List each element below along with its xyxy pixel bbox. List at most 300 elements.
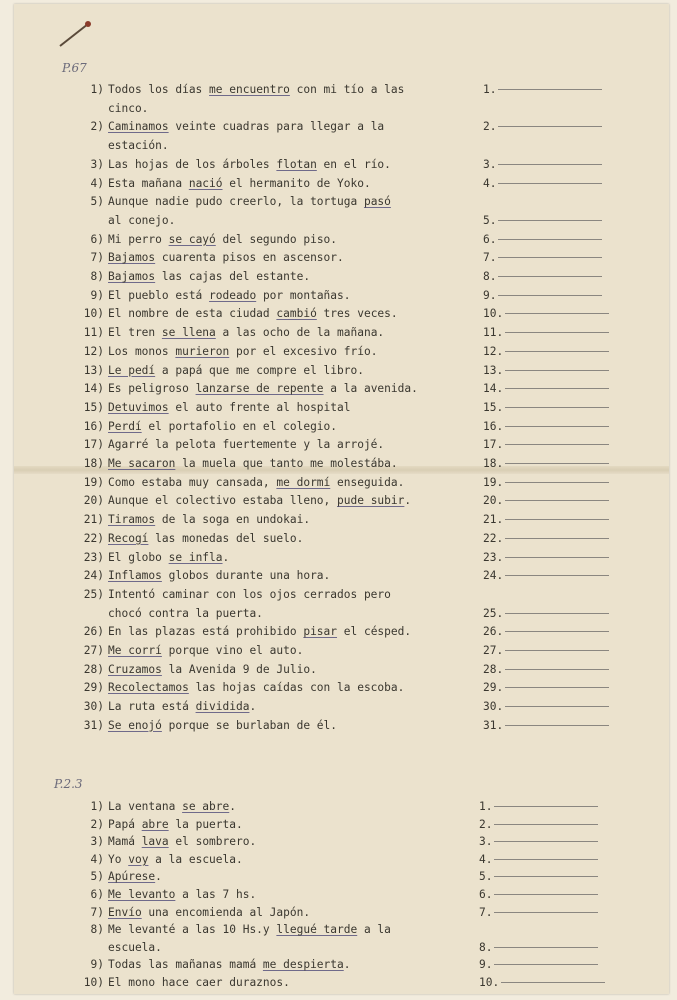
answer-blank[interactable] [483,642,609,660]
sentence-fragment: el césped. [337,625,412,639]
item-number: 9) [90,288,104,302]
sentence-text [108,549,229,567]
sentence-fragment: del segundo piso. [215,232,338,246]
answer-line[interactable] [498,164,602,165]
sentence-text [108,399,350,417]
sentence-fragment: a las 7 hs. [175,888,257,901]
underlined-verb: se cayó [168,232,216,246]
item-number: 3) [90,835,104,849]
sentence-text [108,567,330,585]
item-number: 26) [83,625,104,639]
answer-number: 21. [483,513,504,527]
item-number: 3) [90,157,104,171]
sentence-text [108,798,236,816]
answer-blank[interactable] [483,605,609,623]
section-label: P.2.3 [54,777,83,791]
answer-line[interactable] [501,982,605,983]
sentence-fragment: . [249,700,257,714]
sentence-text [108,833,256,851]
sentence-fragment: el auto frente al hospital [168,400,351,414]
answer-line[interactable] [505,463,609,464]
section-label: P.67 [62,61,87,75]
answer-blank[interactable] [483,492,609,510]
answer-blank[interactable] [479,816,598,834]
sentence-fragment: El globo [108,550,169,564]
sentence-continuation: escuela. [108,940,162,954]
item-number: 2) [90,120,104,134]
sentence-text [108,81,404,99]
answer-line[interactable] [505,500,609,501]
answer-number: 28. [483,662,504,676]
answer-number: 7. [479,905,493,919]
item-number: 10) [83,976,104,989]
answer-blank[interactable] [483,343,609,361]
sentence-fragment: de la soga en undokai. [155,513,311,527]
sentence-fragment: Todas las mañanas mamá [108,958,263,972]
answer-blank[interactable] [479,868,598,886]
sentence-fragment: Es peligroso [108,382,196,396]
answer-line[interactable] [505,313,609,314]
answer-blank[interactable] [483,305,609,323]
sentence-fragment: Agarré la pelota fuertemente y la arrojé. [108,438,385,452]
underlined-verb: Apúrese [108,870,156,884]
sentence-text [108,698,256,716]
answer-number: 19. [483,475,504,489]
item-number: 4) [90,852,104,866]
underlined-verb: Caminamos [108,120,169,134]
answer-number: 14. [483,382,504,396]
item-number: 25) [83,587,104,601]
sentence-fragment: las hojas caídas con la escoba. [188,681,405,695]
answer-line[interactable] [494,841,598,842]
answer-line[interactable] [505,706,609,707]
underlined-verb: Envío [108,905,142,919]
sentence-text [108,362,364,380]
underlined-verb: Cruzamos [108,662,162,676]
underlined-verb: Perdí [108,419,142,433]
sentence-fragment: Intentó caminar con los ojos cerrados pero [108,587,391,601]
answer-blank[interactable] [479,833,598,851]
sentence-fragment: El nombre de esta ciudad [108,307,277,321]
sentence-fragment: a las ocho de la mañana. [215,326,385,340]
underlined-verb: Bajamos [108,251,156,265]
sentence-continuation: estación. [108,139,169,153]
sentence-text [108,661,317,679]
answer-number: 1. [483,83,497,96]
answer-blank[interactable] [483,717,609,735]
answer-number: 8. [483,270,497,283]
underlined-verb: me dormí [276,475,331,489]
item-number: 10) [83,307,104,321]
sentence-text [108,623,411,641]
sentence-fragment: Me levanté a las 10 Hs.y [108,923,277,937]
sentence-fragment: Mamá [108,835,142,849]
item-number: 21) [83,513,104,527]
underlined-verb: abre [141,817,169,831]
answer-number: 1. [479,800,493,813]
sentence-fragment: por montañas. [256,288,351,302]
answer-blank[interactable] [479,904,598,922]
sentence-fragment: con mi tío a las [289,83,405,96]
item-number: 29) [83,681,104,695]
underlined-verb: Detuvimos [108,400,169,414]
answer-blank[interactable] [479,886,598,904]
answer-blank[interactable] [483,212,602,230]
sentence-text [108,305,398,323]
answer-number: 4. [479,852,493,866]
item-number: 7) [90,905,104,919]
answer-blank[interactable] [479,939,598,957]
answer-line[interactable] [505,407,609,408]
underlined-verb: se abre [182,800,230,813]
sentence-text [108,921,391,939]
sentence-fragment: El pueblo está [108,288,210,302]
sentence-fragment: Aunque el colectivo estaba lleno, [108,494,338,508]
answer-line[interactable] [505,332,609,333]
answer-line[interactable] [505,444,609,445]
sentence-text [108,436,384,454]
answer-blank[interactable] [483,231,602,249]
sentence-text [108,418,337,436]
item-number: 1) [90,800,104,813]
answer-line[interactable] [498,220,602,221]
answer-number: 24. [483,569,504,583]
underlined-verb: pisar [303,625,338,639]
answer-blank[interactable] [483,399,609,417]
sentence-fragment: Mi perro [108,232,169,246]
answer-number: 6. [479,888,493,901]
answer-blank[interactable] [483,455,609,473]
item-number: 6) [90,888,104,901]
sentence-fragment: globos durante una hora. [161,569,331,583]
answer-number: 17. [483,438,504,452]
sentence-text [108,904,310,922]
item-number: 11) [83,326,104,340]
answer-line[interactable] [505,370,609,371]
answer-blank[interactable] [483,549,609,567]
answer-blank[interactable] [479,851,598,869]
sentence-fragment: a la [357,923,391,937]
item-number: 2) [90,817,104,831]
sentence-fragment: . [229,800,236,813]
underlined-verb: voy [128,852,149,866]
sentence-text [108,249,344,267]
sentence-fragment: . [155,870,162,884]
answer-blank[interactable] [483,567,609,585]
answer-line[interactable] [498,183,602,184]
sentence-text [108,868,162,886]
answer-number: 6. [483,232,497,246]
answer-number: 26. [483,625,504,639]
underlined-verb: cambió [276,307,317,321]
underlined-verb: nació [188,176,223,190]
underlined-verb: pasó [363,195,391,209]
answer-line[interactable] [505,650,609,651]
sentence-fragment: Las hojas de los árboles [108,157,277,171]
sentence-continuation: cinco. [108,101,149,115]
sentence-fragment: En las plazas está prohibido [108,625,304,639]
answer-line[interactable] [494,947,598,948]
answer-number: 16. [483,419,504,433]
answer-number: 3. [483,157,497,171]
sentence-fragment: enseguida. [330,475,405,489]
answer-number: 7. [483,251,497,265]
sentence-text [108,193,391,211]
answer-number: 13. [483,363,504,377]
item-number: 1) [90,83,104,96]
sentence-text [108,324,384,342]
item-number: 22) [83,531,104,545]
underlined-verb: murieron [175,344,230,358]
underlined-verb: Inflamos [108,569,162,583]
answer-blank[interactable] [483,175,602,193]
answer-number: 15. [483,400,504,414]
answer-number: 29. [483,681,504,695]
answer-line[interactable] [494,894,598,895]
answer-blank[interactable] [483,661,609,679]
answer-line[interactable] [505,687,609,688]
item-number: 23) [83,550,104,564]
item-number: 6) [90,232,104,246]
sentence-fragment: Esta mañana [108,176,189,190]
answer-number: 5. [483,213,497,227]
answer-line[interactable] [494,806,598,807]
item-number: 14) [83,382,104,396]
item-number: 8) [90,270,104,283]
answer-line[interactable] [505,725,609,726]
worksheet-page [14,4,669,994]
answer-blank[interactable] [483,362,609,380]
sentence-fragment: Como estaba muy cansada, [108,475,277,489]
sentence-fragment: la muela que tanto me molestába. [175,457,398,470]
item-number: 7) [90,251,104,265]
answer-number: 23. [483,550,504,564]
answer-number: 2. [479,817,493,831]
sentence-fragment: Yo [108,852,129,866]
answer-line[interactable] [494,912,598,913]
item-number: 5) [90,195,104,209]
answer-blank[interactable] [483,474,609,492]
underlined-verb: lava [141,835,169,849]
sentence-text [108,717,337,735]
underlined-verb: Me levanto [108,888,176,901]
item-number: 4) [90,176,104,190]
answer-line[interactable] [505,557,609,558]
answer-blank[interactable] [483,81,602,99]
underlined-verb: flotan [276,157,317,171]
answer-number: 11. [483,326,504,340]
sentence-text [108,586,391,604]
underlined-verb: Se enojó [108,718,162,732]
answer-number: 4. [483,176,497,190]
underlined-verb: Me corrí [108,644,162,657]
answer-blank[interactable] [483,623,609,641]
underlined-verb: se infla [168,550,223,564]
item-number: 18) [83,457,104,470]
sentence-text [108,268,310,286]
pin-mark-icon [58,18,92,48]
underlined-verb: llegué tarde [276,923,358,937]
underlined-verb: lanzarse de repente [195,382,324,396]
answer-blank[interactable] [483,287,602,305]
sentence-fragment: una encomienda al Japón. [141,905,311,919]
answer-blank[interactable] [483,511,609,529]
answer-number: 9. [483,288,497,302]
answer-line[interactable] [498,257,602,258]
item-number: 24) [83,569,104,583]
answer-line[interactable] [505,613,609,614]
sentence-fragment: a papá que me compre el libro. [155,363,364,377]
answer-number: 10. [479,976,500,989]
sentence-text [108,380,418,398]
answer-blank[interactable] [483,418,609,436]
answer-line[interactable] [498,276,602,277]
answer-blank[interactable] [483,698,609,716]
sentence-text [108,156,391,174]
sentence-fragment: Papá [108,817,142,831]
sentence-fragment: La ruta está [108,700,196,714]
answer-line[interactable] [494,859,598,860]
item-number: 16) [83,419,104,433]
sentence-text [108,530,303,548]
sentence-fragment: la puerta. [168,817,243,831]
sentence-text [108,642,303,660]
sentence-fragment: . [222,550,230,564]
answer-line[interactable] [505,351,609,352]
sentence-fragment: veinte cuadras para llegar a la [168,120,385,134]
answer-number: 22. [483,531,504,545]
answer-number: 18. [483,457,504,470]
answer-line[interactable] [498,126,602,127]
sentence-fragment: en el río. [316,157,391,171]
answer-line[interactable] [494,824,598,825]
answer-blank[interactable] [483,118,602,136]
answer-line[interactable] [498,89,602,90]
item-number: 20) [83,494,104,508]
item-number: 13) [83,363,104,377]
answer-line[interactable] [494,964,598,965]
underlined-verb: rodeado [209,288,257,302]
sentence-fragment: las cajas del estante. [155,270,311,283]
answer-line[interactable] [505,388,609,389]
sentence-text [108,343,377,361]
sentence-fragment: Los monos [108,344,176,358]
item-number: 28) [83,662,104,676]
answer-blank[interactable] [483,436,609,454]
sentence-fragment: el sombrero. [168,835,257,849]
answer-blank[interactable] [483,679,609,697]
sentence-fragment: La ventana [108,800,183,813]
sentence-text [108,886,256,904]
sentence-text [108,231,337,249]
underlined-verb: pude subir [337,494,405,508]
answer-line[interactable] [498,239,602,240]
answer-number: 3. [479,835,493,849]
answer-blank[interactable] [483,249,602,267]
sentence-fragment: cuarenta pisos en ascensor. [155,251,344,265]
answer-blank[interactable] [483,380,609,398]
underlined-verb: me despierta [262,958,344,972]
sentence-text [108,511,310,529]
sentence-text [108,956,351,974]
sentence-text [108,118,384,136]
sentence-fragment: Todos los días [108,83,210,96]
sentence-fragment: el portafolio en el colegio. [141,419,338,433]
sentence-fragment: la Avenida 9 de Julio. [161,662,317,676]
underlined-verb: Recolectamos [108,681,189,695]
sentence-text [108,175,371,193]
item-number: 27) [83,644,104,657]
item-number: 15) [83,400,104,414]
answer-line[interactable] [505,575,609,576]
answer-number: 20. [483,494,504,508]
answer-blank[interactable] [479,974,605,992]
answer-blank[interactable] [479,956,598,974]
answer-blank[interactable] [483,530,609,548]
answer-line[interactable] [505,519,609,520]
answer-line[interactable] [505,426,609,427]
answer-number: 9. [479,958,493,972]
sentence-text [108,455,398,473]
sentence-fragment: porque se burlaban de él. [161,718,338,732]
answer-line[interactable] [494,876,598,877]
sentence-text [108,492,411,510]
answer-number: 27. [483,644,504,657]
answer-number: 8. [479,940,493,954]
item-number: 17) [83,438,104,452]
answer-number: 12. [483,344,504,358]
answer-line[interactable] [498,295,602,296]
sentence-text [108,974,290,992]
answer-line[interactable] [505,631,609,632]
sentence-continuation: chocó contra la puerta. [108,606,263,620]
underlined-verb: Le pedí [108,363,156,377]
sentence-fragment: a la avenida. [323,382,418,396]
sentence-fragment: El tren [108,326,162,340]
sentence-fragment: el hermanito de Yoko. [222,176,371,190]
sentence-fragment: El mono hace caer duraznos. [108,976,290,989]
answer-number: 31. [483,718,504,732]
sentence-text [108,816,243,834]
answer-number: 2. [483,120,497,134]
sentence-fragment: a la escuela. [148,852,243,866]
sentence-fragment: tres veces. [316,307,398,321]
answer-blank[interactable] [479,798,598,816]
item-number: 5) [90,870,104,884]
answer-blank[interactable] [483,268,602,286]
item-number: 9) [90,958,104,972]
answer-number: 25. [483,606,504,620]
item-number: 19) [83,475,104,489]
answer-blank[interactable] [483,324,609,342]
sentence-fragment: . [404,494,412,508]
answer-blank[interactable] [483,156,602,174]
answer-line[interactable] [505,538,609,539]
sentence-text [108,679,404,697]
item-number: 12) [83,344,104,358]
sentence-fragment: Aunque nadie pudo creerlo, la tortuga [108,195,364,209]
answer-line[interactable] [505,482,609,483]
sentence-fragment: porque vino el auto. [161,644,304,657]
answer-line[interactable] [505,669,609,670]
underlined-verb: me encuentro [209,83,290,96]
sentence-text [108,851,243,869]
sentence-continuation: al conejo. [108,213,176,227]
underlined-verb: Tiramos [108,513,156,527]
item-number: 31) [83,718,104,732]
sentence-text [108,474,404,492]
answer-number: 10. [483,307,504,321]
